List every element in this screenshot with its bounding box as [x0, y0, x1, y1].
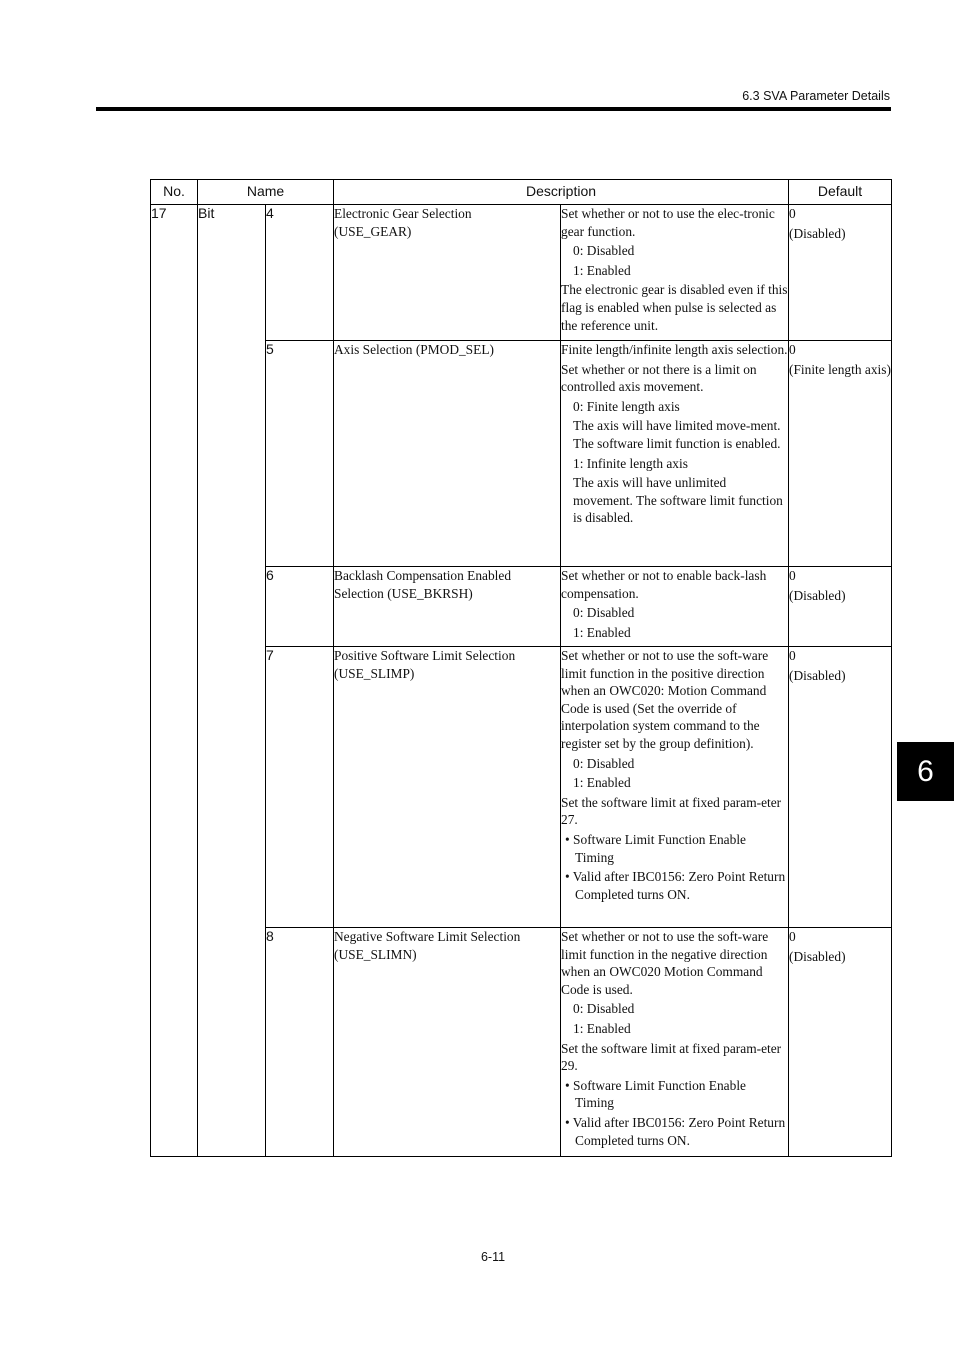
- table-header-row: [151, 180, 892, 205]
- header-name: Name: [198, 180, 334, 205]
- bit-name-line: Electronic Gear Selection: [334, 206, 472, 221]
- bit-description: [561, 567, 789, 647]
- param-type: Bit: [198, 205, 266, 1157]
- bit-number: 4: [266, 205, 334, 341]
- description-paragraph: Set whether or not to use the soft-ware limit function in the positive direction when an OWC020: Motion Command Code is used (Set the override of interpolation system command to the register set by the group definition).: [561, 648, 769, 751]
- bit-name-line: Negative Software Limit Selection: [334, 929, 521, 944]
- description-bullet: • Valid after IBC0156: Zero Point Return Completed turns ON.: [565, 869, 786, 902]
- description-option: 0: Finite length axis: [573, 398, 680, 414]
- param-number: 17: [151, 205, 198, 1157]
- bit-number: 5: [266, 341, 334, 567]
- description-option: 1: Enabled: [573, 1020, 631, 1036]
- bit-default: [789, 205, 892, 341]
- table-body: [151, 205, 892, 1157]
- default-value: 0: [789, 342, 796, 357]
- description-option: 1: Enabled: [573, 262, 631, 278]
- default-note: (Disabled): [789, 225, 846, 241]
- description-paragraph: Set whether or not there is a limit on controlled axis movement.: [561, 361, 757, 395]
- description-paragraph: Set whether or not to use the soft-ware limit function in the negative direction when an OWC020 Motion Command Code is used.: [561, 929, 769, 997]
- description-bullet: • Software Limit Function Enable Timing: [565, 1077, 746, 1111]
- description-option: 1: Enabled: [573, 775, 631, 791]
- description-paragraph: Set whether or not to use the elec-tronic gear function.: [561, 206, 775, 239]
- default-value: 0: [789, 206, 796, 221]
- description-option: 0: Disabled: [573, 243, 635, 259]
- bit-number: 8: [266, 928, 334, 1157]
- description-option: 1: Infinite length axis: [573, 455, 688, 471]
- bit-name: [334, 567, 561, 647]
- default-note: (Disabled): [789, 667, 846, 683]
- bit-number: 6: [266, 567, 334, 647]
- default-value: 0: [789, 929, 796, 944]
- description-option: The axis will have limited move-ment. The software limit function is enabled.: [573, 418, 781, 451]
- bit-default: [789, 647, 892, 928]
- bit-name: [334, 647, 561, 928]
- default-value: 0: [789, 648, 796, 663]
- description-paragraph: Set the software limit at fixed param-eter 27.: [561, 794, 782, 828]
- default-value: 0: [789, 568, 796, 583]
- description-option: 0: Disabled: [573, 755, 635, 771]
- description-bullet: • Software Limit Function Enable Timing: [565, 831, 746, 865]
- description-option: 0: Disabled: [573, 1001, 635, 1017]
- page-header-title: 6.3 SVA Parameter Details: [742, 89, 890, 103]
- description-paragraph: Set the software limit at fixed param-eter 29.: [561, 1040, 782, 1074]
- description-option: 0: Disabled: [573, 605, 635, 621]
- bit-name-line: (USE_SLIMP): [334, 665, 415, 681]
- bit-description: [561, 928, 789, 1157]
- header-default: Default: [789, 180, 892, 205]
- bit-name: [334, 205, 561, 341]
- description-bullet: • Valid after IBC0156: Zero Point Return Completed turns ON.: [565, 1114, 786, 1148]
- bit-name: [334, 928, 561, 1157]
- description-paragraph: Finite length/infinite length axis selection.: [561, 342, 788, 357]
- default-note: (Finite length axis): [789, 361, 891, 377]
- bit-name-line: (USE_GEAR): [334, 223, 412, 239]
- description-paragraph: The electronic gear is disabled even if this flag is enabled when pulse is selected as the reference unit.: [561, 282, 788, 333]
- parameter-table: [150, 179, 892, 1157]
- page-number: 6-11: [480, 1250, 506, 1264]
- default-note: (Disabled): [789, 948, 846, 964]
- description-paragraph: Set whether or not to enable back-lash compensation.: [561, 568, 767, 601]
- header-rule: [96, 107, 891, 111]
- bit-name: [334, 341, 561, 567]
- bit-default: [789, 567, 892, 647]
- bit-default: [789, 928, 892, 1157]
- bit-name-line: Axis Selection (PMOD_SEL): [334, 342, 494, 357]
- bit-description: [561, 647, 789, 928]
- bit-name-line: (USE_SLIMN): [334, 946, 417, 962]
- bit-description: [561, 341, 789, 567]
- bit-description: [561, 205, 789, 341]
- bit-name-line: Backlash Compensation Enabled Selection (USE_BKRSH): [334, 568, 512, 601]
- table-row: [151, 205, 892, 341]
- default-note: (Disabled): [789, 587, 846, 603]
- bit-name-line: Positive Software Limit Selection: [334, 648, 516, 663]
- description-option: 1: Enabled: [573, 624, 631, 640]
- header-no: No.: [151, 180, 198, 205]
- bit-number: 7: [266, 647, 334, 928]
- bit-default: [789, 341, 892, 567]
- chapter-tab: 6: [897, 742, 954, 801]
- description-option: The axis will have unlimited movement. The software limit function is disabled.: [573, 475, 783, 526]
- header-description: Description: [334, 180, 789, 205]
